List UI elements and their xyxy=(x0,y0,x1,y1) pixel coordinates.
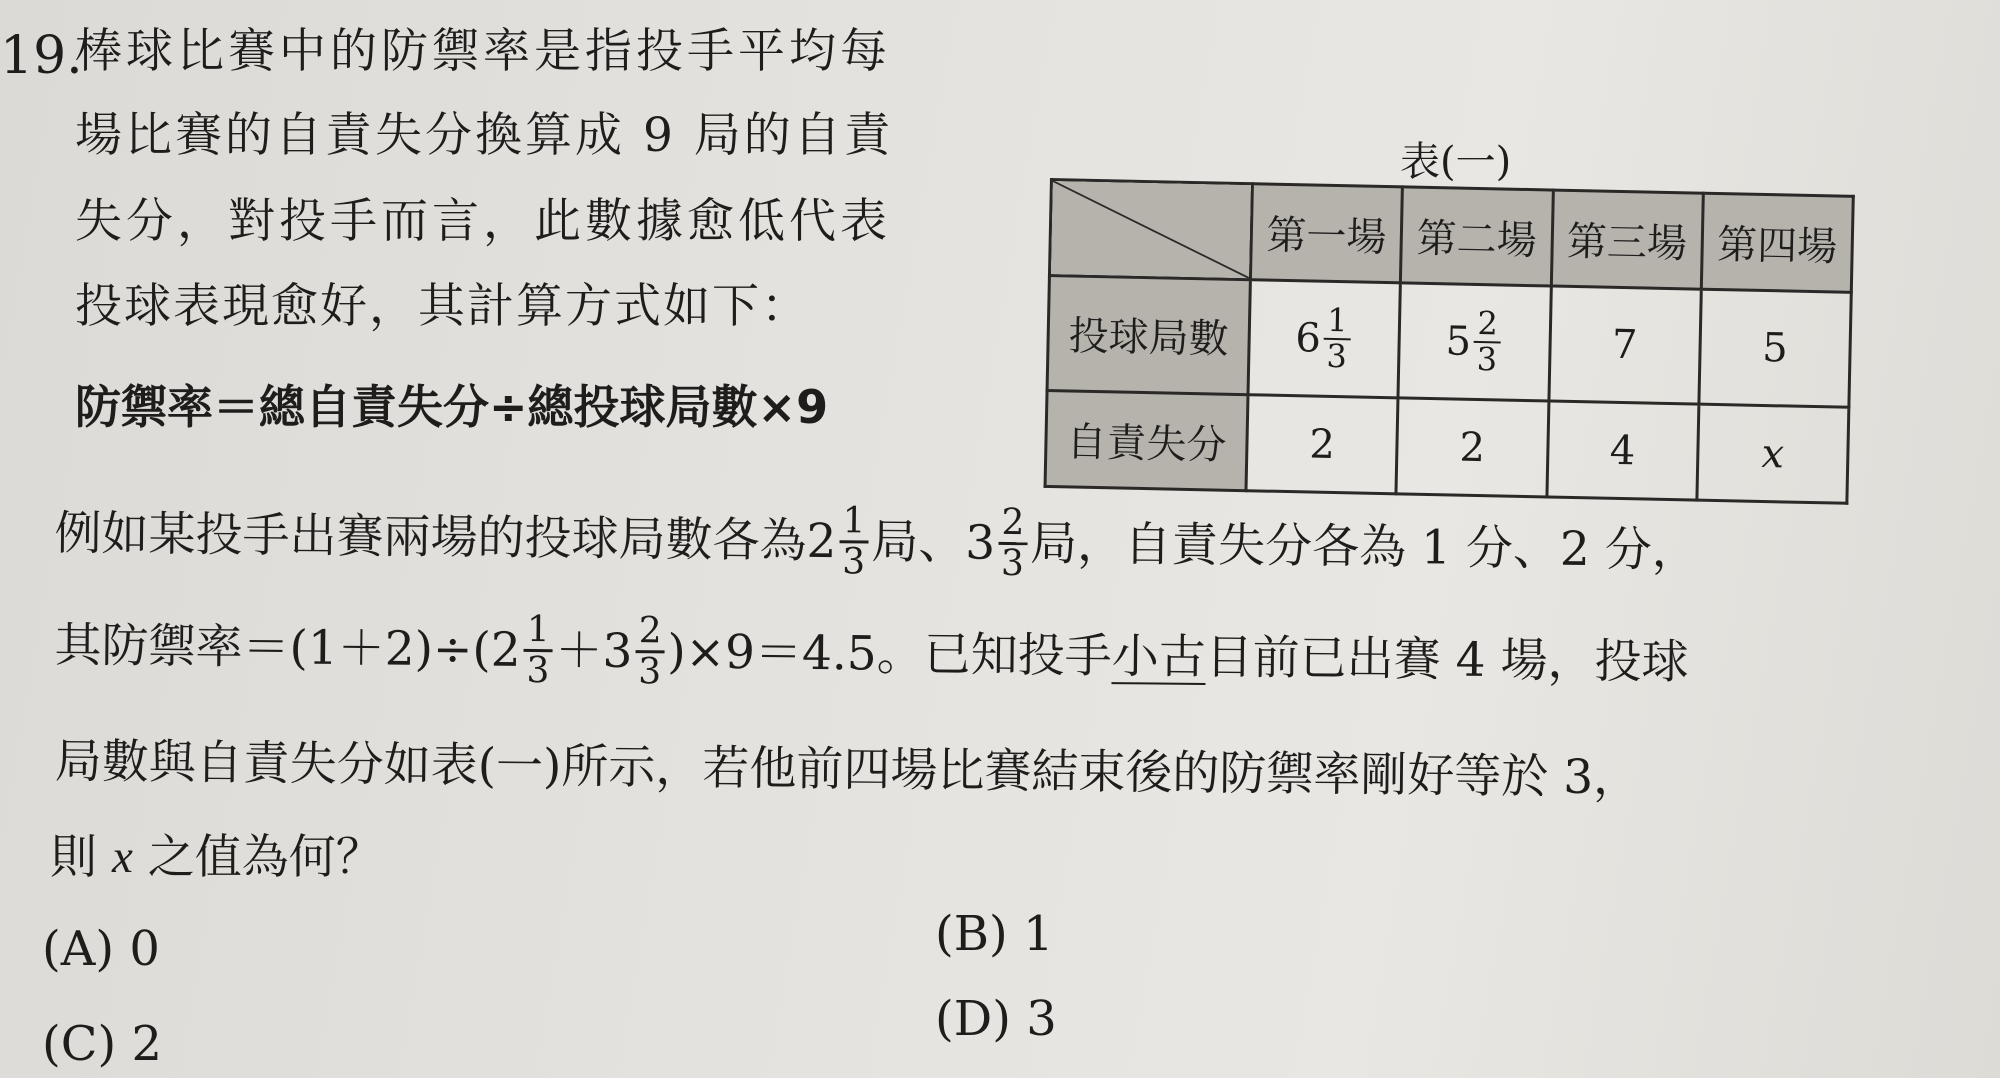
example-line-1: 例如某投手出賽兩場的投球局數各為2 $\frac{1}{3}$ 局、3 $\frac{2}{3}$ 局，自責失分各為 1 分、2 分， xyxy=(54,500,1700,584)
header-game-4: 第四場 xyxy=(1701,193,1853,292)
formula-line: 防禦率＝總自責失分÷總投球局數×9 xyxy=(75,380,829,434)
intro-line-2: 場比賽的自責失分換算成 9 局的自責 xyxy=(75,108,894,163)
innings-game-2: 5 $\frac{2}{3}$ xyxy=(1398,283,1551,401)
innings-game-1: 6 $\frac{1}{3}$ xyxy=(1248,280,1401,398)
runs-game-3: 4 xyxy=(1546,401,1698,500)
innings-game-4: 5 xyxy=(1699,289,1852,407)
intro-line-1: 棒球比賽中的防禦率是指投手平均每 xyxy=(75,24,891,79)
diagonal-line xyxy=(1051,181,1251,278)
runs-game-4: x xyxy=(1697,404,1849,503)
table-caption: 表(一) xyxy=(1400,139,1512,185)
intro-line-4: 投球表現愈好，其計算方式如下： xyxy=(75,279,810,334)
table-row-innings xyxy=(1047,275,1851,407)
fraction-2-3: $\frac{2}{3}$ xyxy=(998,504,1028,583)
table-corner-cell xyxy=(1049,180,1252,280)
score-table xyxy=(1044,178,1855,505)
table-row-earned-runs xyxy=(1045,391,1849,504)
example-line-2: 其防禦率＝(1＋2)÷(2 $\frac{1}{3}$ ＋3 $\frac{2}{3}$ )×9＝4.5。已知投手小古目前已出賽 4 場，投球 xyxy=(54,608,1689,693)
option-a[interactable]: (A) 0 xyxy=(42,921,160,977)
fraction-1-3: $\frac{1}{3}$ xyxy=(523,611,553,690)
header-game-1: 第一場 xyxy=(1250,184,1402,283)
intro-line-3: 失分，對投手而言，此數據愈低代表 xyxy=(75,194,891,249)
option-c[interactable]: (C) 2 xyxy=(42,1016,162,1072)
option-b[interactable]: (B) 1 xyxy=(935,906,1054,962)
fraction-2-3: $\frac{2}{3}$ xyxy=(635,612,665,691)
innings-game-3: 7 xyxy=(1548,286,1701,404)
pitcher-name: 小古 xyxy=(1111,628,1207,685)
option-d[interactable]: (D) 3 xyxy=(935,991,1057,1047)
header-game-2: 第二場 xyxy=(1401,187,1553,286)
header-game-3: 第三場 xyxy=(1551,190,1703,289)
runs-game-1: 2 xyxy=(1246,395,1398,494)
row-label-earned-runs: 自責失分 xyxy=(1045,391,1248,491)
question-line-3: 局數與自責失分如表(一)所示，若他前四場比賽結束後的防禦率剛好等於 3， xyxy=(54,734,1641,806)
question-number: 19. xyxy=(0,26,83,86)
runs-game-2: 2 xyxy=(1396,398,1548,497)
fraction-1-3: $\frac{1}{3}$ xyxy=(839,502,869,581)
question-line-4: 則 x 之值為何？ xyxy=(50,829,383,885)
row-label-innings: 投球局數 xyxy=(1047,275,1250,394)
table-header-row xyxy=(1049,180,1853,293)
